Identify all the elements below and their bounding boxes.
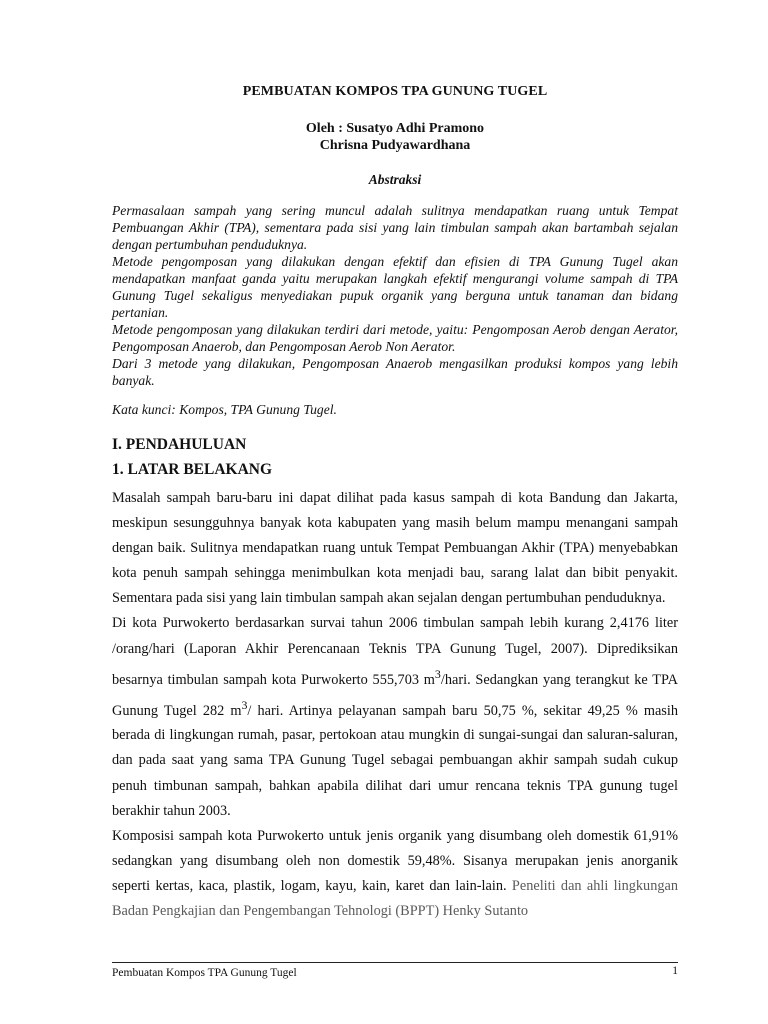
body-text-run-gray: Peneliti dan ahli lingkungan Badan Pengkajian dan Pengembangan Tehnologi (BPPT) Henky Sutanto <box>112 877 678 920</box>
abstract-paragraph: Dari 3 metode yang dilakukan, Pengomposan Anaerob mengasilkan produksi kompos yang lebih banyak. <box>112 356 678 388</box>
footer-title: Pembuatan Kompos TPA Gunung Tugel <box>112 967 297 979</box>
abstract-paragraph: Metode pengomposan yang dilakukan terdiri dari metode, yaitu: Pengomposan Aerob dengan Aerator, Pengomposan Anaerob, dan Pengomposan Aerob Non Aerator. <box>112 322 678 354</box>
body-text <box>112 486 678 924</box>
abstract-paragraph: Metode pengomposan yang dilakukan dengan efektif dan efisien di TPA Gunung Tugel akan mendapatkan manfaat ganda yaitu merupakan langkah efektif mengurangi volume sampah di TPA Gunung Tugel sekaligus menyediakan pupuk organik yang berguna untuk tanaman dan bidang pertanian. <box>112 254 678 320</box>
author-line-1: Oleh : Susatyo Adhi Pramono <box>305 121 485 136</box>
document-title: PEMBUATAN KOMPOS TPA GUNUNG TUGEL <box>242 84 548 99</box>
abstract-paragraph: Permasalaan sampah yang sering muncul adalah sulitnya mendapatkan ruang untuk Tempat Pembuangan Akhir (TPA), sementara pada sisi yang lain timbulan sampah akan bartambah sejalan dengan pertumbuhan penduduknya. <box>112 203 678 252</box>
body-paragraph <box>112 611 678 823</box>
body-text-run: Komposisi sampah kota Purwokerto untuk jenis organik yang disumbang oleh domestik 61,91% sedangkan yang disumbang oleh non domestik 59,48%. Sisanya merupakan jenis anorganik seperti kertas, kaca, plastik, logam, kayu, kain, karet dan lain-lain. <box>112 827 678 894</box>
body-paragraph: Masalah sampah baru-baru ini dapat dilihat pada kasus sampah di kota Bandung dan Jakarta, meskipun sesungguhnya banyak kota kabupaten yang masih belum mampu menangani sampah dengan baik. Sulitnya mendapatkan ruang untuk Tempat Pembuangan Akhir (TPA) menyebabkan kota penuh sampah sehingga menimbulkan kota menjadi bau, sarang lalat dan bibit penyakit. Sementara pada sisi yang lain timbulan sampah akan sejalan dengan pertumbuhan penduduknya. <box>112 490 678 607</box>
body-text-run: /hari. Sedangkan yang terangkut ke TPA Gunung Tugel 282 m <box>112 671 679 719</box>
body-text-run: / hari. Artinya pelayanan sampah baru 50,75 %, sekitar 49,25 % masih berada di lingkungan rumah, pasar, pertokoan atau mungkin di sungai-sungai dan saluran-saluran, dan pada saat yang sama TPA Gunung Tugel sebagai pembuangan akhir sampah sudah cukup penuh timbunan sampah, bahkan apabila dilihat dari umur rencana teknis TPA gunung tugel berakhir tahun 2003. <box>112 702 678 819</box>
superscript: 3 <box>434 666 441 681</box>
body-paragraph <box>112 824 678 924</box>
body-text-run: Di kota Purwokerto berdasarkan survai tahun 2006 timbulan sampah lebih kurang 2,4176 liter /orang/hari (Laporan Akhir Perencanaan Teknis TPA Gunung Tugel, 2007). Diprediksikan besarnya timbulan sampah kota Purwokerto 555,703 m <box>112 615 678 688</box>
abstract-heading: Abstraksi <box>368 172 422 187</box>
page-number: 1 <box>672 965 678 977</box>
abstract-body <box>112 202 678 389</box>
section-heading: I. PENDAHULUAN <box>112 436 247 453</box>
footer-divider <box>112 962 678 963</box>
author-line-2: Chrisna Pudyawardhana <box>319 138 471 153</box>
superscript: 3 <box>241 697 248 712</box>
document-page <box>112 0 678 1024</box>
subsection-heading: 1. LATAR BELAKANG <box>112 461 273 478</box>
keywords: Kata kunci: Kompos, TPA Gunung Tugel. <box>112 402 337 417</box>
